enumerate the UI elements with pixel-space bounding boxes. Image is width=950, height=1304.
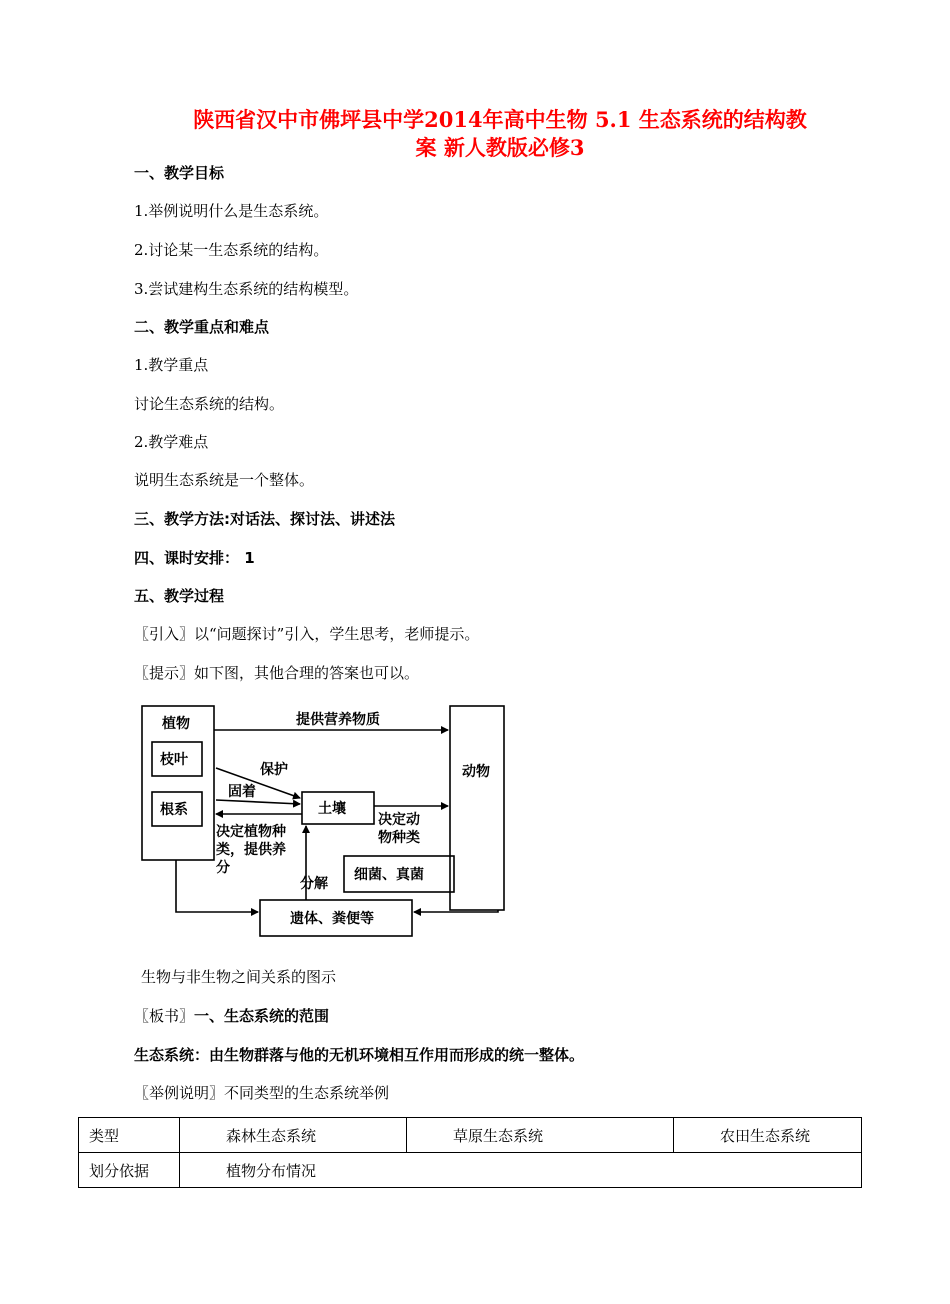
difficulty-text: 说明生态系统是一个整体。 bbox=[134, 471, 315, 489]
label-soil: 土壤 bbox=[318, 801, 346, 817]
arrow-fix bbox=[216, 800, 300, 804]
board-line bbox=[134, 1006, 329, 1026]
label-decide-animal-1: 决定动 bbox=[378, 812, 420, 828]
key-point-text: 讨论生态系统的结构。 bbox=[134, 395, 285, 413]
label-fix: 固着 bbox=[228, 784, 256, 800]
table-cell: 类型 bbox=[79, 1118, 180, 1153]
label-protect: 保护 bbox=[260, 762, 288, 778]
board-text: 一、生态系统的范围 bbox=[194, 1007, 330, 1025]
board-prefix: 〖板书〗 bbox=[134, 1007, 195, 1025]
table-row bbox=[79, 1153, 862, 1188]
heading-key-points: 二、教学重点和难点 bbox=[134, 318, 270, 336]
label-decide-plant-3: 分 bbox=[216, 860, 230, 876]
heading-schedule: 四、课时安排： 1 bbox=[134, 549, 255, 567]
heading-methods: 三、教学方法:对话法、探讨法、讲述法 bbox=[134, 510, 396, 528]
animal-box bbox=[450, 706, 504, 910]
label-plant: 植物 bbox=[162, 716, 190, 732]
label-remains: 遗体、粪便等 bbox=[290, 911, 374, 927]
label-decide-animal-2: 物种类 bbox=[378, 830, 420, 846]
goal-2: 2.讨论某一生态系统的结构。 bbox=[134, 241, 329, 259]
definition-text: 生态系统：由生物群落与他的无机环境相互作用而形成的统一整体。 bbox=[134, 1046, 585, 1064]
table-cell: 植物分布情况 bbox=[180, 1153, 862, 1188]
title-line-1: 陕西省汉中市佛坪县中学2014年高中生物 5.1 生态系统的结构教 bbox=[193, 107, 807, 132]
label-decompose: 分解 bbox=[300, 876, 328, 892]
goal-1: 1.举例说明什么是生态系统。 bbox=[134, 202, 329, 220]
heading-process: 五、教学过程 bbox=[134, 587, 225, 605]
title-line-2: 案 新人教版必修3 bbox=[415, 135, 585, 160]
label-decide-plant-2: 类，提供养 bbox=[216, 842, 286, 858]
ecosystem-types-table bbox=[78, 1117, 862, 1188]
label-decide-plant-1: 决定植物种 bbox=[216, 824, 286, 840]
goal-3: 3.尝试建构生态系统的结构模型。 bbox=[134, 280, 359, 298]
table-cell: 森林生态系统 bbox=[180, 1118, 407, 1153]
heading-goals: 一、教学目标 bbox=[134, 164, 225, 182]
label-provide-nutrients: 提供营养物质 bbox=[296, 712, 380, 728]
intro-text: 〖引入〗以“问题探讨”引入，学生思考，老师提示。 bbox=[134, 625, 480, 643]
table-row bbox=[79, 1118, 862, 1153]
label-microbe: 细菌、真菌 bbox=[354, 867, 424, 883]
table-cell: 草原生态系统 bbox=[407, 1118, 674, 1153]
difficulty-label: 2.教学难点 bbox=[134, 433, 209, 451]
hint-text: 〖提示〗如下图，其他合理的答案也可以。 bbox=[134, 664, 420, 682]
table-cell: 划分依据 bbox=[79, 1153, 180, 1188]
label-leaf: 枝叶 bbox=[160, 752, 188, 768]
example-text: 〖举例说明〗不同类型的生态系统举例 bbox=[134, 1084, 390, 1102]
label-root: 根系 bbox=[160, 802, 188, 818]
key-point-label: 1.教学重点 bbox=[134, 356, 209, 374]
document-title bbox=[130, 106, 870, 162]
table-cell: 农田生态系统 bbox=[674, 1118, 862, 1153]
ecosystem-relation-diagram bbox=[140, 700, 506, 942]
diagram-caption: 生物与非生物之间关系的图示 bbox=[141, 968, 337, 986]
label-animal: 动物 bbox=[462, 764, 490, 780]
